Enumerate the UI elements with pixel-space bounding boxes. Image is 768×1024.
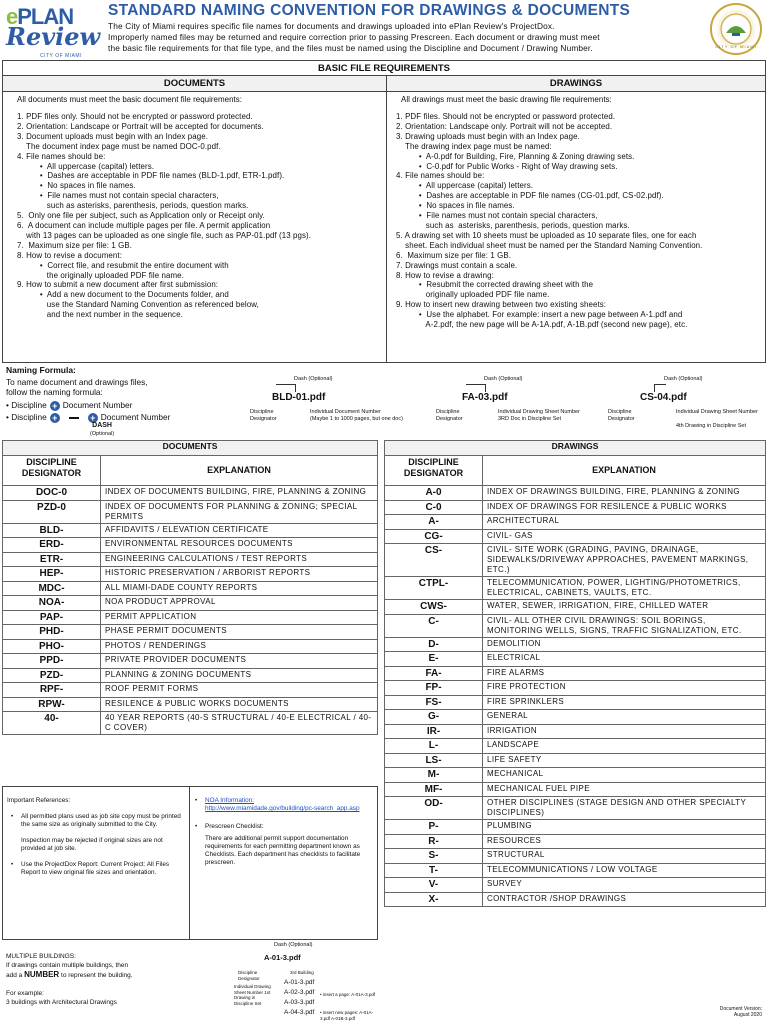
- multi-number-emphasis: NUMBER: [24, 970, 60, 979]
- discipline-code: A-: [385, 515, 483, 530]
- table-row: [385, 544, 766, 577]
- multi-file: A-02-3.pdf: [284, 989, 315, 996]
- discipline-explanation: TELECOMMUNICATION, POWER, LIGHTING/PHOTOMETRICS, ELECTRICAL, CABINETS, VAULTS, ETC.: [483, 577, 766, 600]
- version-label: Document Version:: [719, 1006, 762, 1012]
- documents-intro: All documents must meet the basic document file requirements:: [17, 95, 242, 104]
- discipline-code: FS-: [385, 695, 483, 710]
- discipline-code: S-: [385, 849, 483, 864]
- example-right-label: Individual Document Number: [310, 409, 381, 415]
- prescreen-text: There are additional permit support documentation requirements for each permitting department known as Checklists. Each department has checklists to facilitate prescreen.: [205, 835, 361, 866]
- intro-line: the basic file requirements for that file type, and the files must be named using the Discipline and Document / Drawing Number.: [108, 43, 593, 53]
- discipline-explanation: LIFE SAFETY: [483, 753, 766, 768]
- multi-text: to represent the building.: [61, 972, 133, 979]
- discipline-explanation: WATER, SEWER, IRRIGATION, FIRE, CHILLED WATER: [483, 600, 766, 615]
- discipline-code: R-: [385, 834, 483, 849]
- references-right: [195, 797, 371, 867]
- discipline-code: RPF-: [3, 683, 101, 698]
- table-row: [385, 600, 766, 615]
- discipline-code: PZD-: [3, 668, 101, 683]
- discipline-explanation: INDEX OF DRAWINGS FOR RESILENCE & PUBLIC WORKS: [483, 500, 766, 515]
- eplan-review-logo: [6, 4, 101, 62]
- dash-label-text: DASH: [92, 422, 112, 429]
- discipline-code: C-: [385, 614, 483, 637]
- important-references-box: [2, 786, 378, 940]
- table-row: [385, 515, 766, 530]
- naming-formula-desc: [6, 377, 148, 397]
- bullet-icon: •: [11, 861, 14, 868]
- multiple-buildings-line: [6, 970, 166, 980]
- discipline-explanation: DEMOLITION: [483, 637, 766, 652]
- discipline-code: PAP-: [3, 610, 101, 625]
- page-title: STANDARD NAMING CONVENTION FOR DRAWINGS & DOCUMENTS: [108, 2, 631, 19]
- prescreen-checklist: [195, 823, 371, 831]
- plus-icon: +: [50, 401, 60, 411]
- intro-line: The City of Miami requires specific file names for documents and drawings uploaded into ePlan Review's ProjectDox.: [108, 21, 555, 31]
- discipline-explanation: CONTRACTOR /SHOP DRAWINGS: [483, 892, 766, 907]
- requirement-line: • All uppercase (capital) letters.: [396, 181, 534, 191]
- discipline-explanation: INDEX OF DOCUMENTS FOR PLANNING & ZONING; SPECIAL PERMITS: [101, 500, 378, 523]
- table-row: [385, 666, 766, 681]
- table-row: [385, 681, 766, 696]
- plus-icon: +: [88, 413, 98, 423]
- plus-icon: +: [50, 413, 60, 423]
- discipline-code: CTPL-: [385, 577, 483, 600]
- table-row: [3, 581, 378, 596]
- discipline-explanation: MECHANICAL FUEL PIPE: [483, 782, 766, 797]
- discipline-explanation: 40 YEAR REPORTS (40-S STRUCTURAL / 40-E ELECTRICAL / 40-C COVER): [101, 712, 378, 735]
- basic-requirements-box: [2, 60, 766, 363]
- discipline-explanation: ELECTRICAL: [483, 652, 766, 667]
- column-divider: [386, 76, 387, 363]
- discipline-code: BLD-: [3, 523, 101, 538]
- noa-info-link[interactable]: http://www.miamidade.gov/building/pc-search_app.asp: [205, 805, 360, 812]
- discipline-code: OD-: [385, 797, 483, 820]
- references-divider: [189, 787, 190, 939]
- example-filename: BLD-01.pdf: [272, 392, 326, 403]
- dash-pointer: [654, 384, 666, 392]
- table-row: [3, 625, 378, 640]
- discipline-explanation: SURVEY: [483, 878, 766, 893]
- naming-formula-title: Naming Formula:: [6, 365, 76, 375]
- discipline-code: E-: [385, 652, 483, 667]
- requirement-line: • No spaces in file names.: [17, 181, 136, 191]
- table-row: [3, 596, 378, 611]
- formula-line-1: [6, 401, 132, 411]
- requirement-line: A-2.pdf, the new page will be A-1A.pdf, A-1B.pdf (second new page), etc.: [396, 320, 688, 330]
- discipline-explanation: GENERAL: [483, 710, 766, 725]
- discipline-explanation: PERMIT APPLICATION: [101, 610, 378, 625]
- discipline-code: LS-: [385, 753, 483, 768]
- table-row: [385, 753, 766, 768]
- example-text: 3 buildings with Architectural Drawings: [6, 999, 117, 1006]
- discipline-code: ETR-: [3, 552, 101, 567]
- drawings-table: [384, 440, 766, 907]
- table-row: [385, 695, 766, 710]
- table-row: [3, 552, 378, 567]
- discipline-code: RPW-: [3, 697, 101, 712]
- requirement-line: • Add a new document to the Documents folder, and: [17, 290, 229, 300]
- requirement-line: with 13 pages can be uploaded as one single file, such as PAP-01.pdf (13 pgs).: [17, 230, 312, 240]
- noa-info: [195, 797, 371, 813]
- multi-file: A-04-3.pdf: [284, 1009, 315, 1016]
- discipline-explanation: INDEX OF DRAWINGS BUILDING, FIRE, PLANNING & ZONING: [483, 486, 766, 501]
- reference-note: Inspection may be rejected if original sizes are not provided at job site.: [21, 837, 163, 852]
- requirement-line: 3. Drawing uploads must begin with an Index page.: [396, 131, 580, 141]
- col-explanation: EXPLANATION: [101, 456, 378, 486]
- discipline-explanation: TELECOMMUNICATIONS / LOW VOLTAGE: [483, 863, 766, 878]
- table-row: [3, 538, 378, 553]
- requirement-line: sheet. Each individual sheet must be named per the Standard Naming Convention.: [396, 240, 703, 250]
- document-version: [720, 1006, 762, 1018]
- discipline-code: HEP-: [3, 567, 101, 582]
- multiple-buildings-title: MULTIPLE BUILDINGS:: [6, 953, 76, 960]
- col-discipline-designator: DISCIPLINE DESIGNATOR: [3, 456, 101, 486]
- discipline-code: FP-: [385, 681, 483, 696]
- example-right-label: Individual Drawing Sheet Number: [676, 409, 758, 415]
- discipline-explanation: NOA PRODUCT APPROVAL: [101, 596, 378, 611]
- noa-info-label[interactable]: NOA Information:: [205, 797, 255, 804]
- discipline-code: G-: [385, 710, 483, 725]
- table-row: [385, 892, 766, 907]
- table-row: [3, 654, 378, 669]
- table-row: [3, 610, 378, 625]
- table-row: [3, 683, 378, 698]
- table-row: [385, 724, 766, 739]
- table-row: [3, 639, 378, 654]
- documents-header: DOCUMENTS: [3, 76, 386, 92]
- table-row: [385, 652, 766, 667]
- naming-example-1: [236, 374, 403, 434]
- example-dash-label: Dash (Optional): [664, 376, 703, 382]
- multi-individual-label: Individual Drawing Sheet Number 1st Drawing in Discipline Set: [234, 984, 271, 1006]
- multi-discipline-label: Discipline Designator: [238, 970, 260, 981]
- requirement-line: 9. How to submit a new document after first submission:: [17, 280, 219, 290]
- table-row: [385, 710, 766, 725]
- discipline-code: X-: [385, 892, 483, 907]
- reference-text: Use the ProjectDox Report: Current Project: All Files Report to view original file sizes and orientation.: [21, 861, 170, 876]
- discipline-explanation: ARCHITECTURAL: [483, 515, 766, 530]
- discipline-explanation: MECHANICAL: [483, 768, 766, 783]
- table-row: [385, 739, 766, 754]
- discipline-explanation: RESOURCES: [483, 834, 766, 849]
- dash-icon: [69, 417, 79, 419]
- formula-line-2: [6, 413, 170, 423]
- multi-example-file: A-01-3.pdf: [264, 953, 301, 962]
- requirement-line: 1. PDF files. Should not be encrypted or password protected.: [396, 112, 616, 121]
- discipline-code: PPD-: [3, 654, 101, 669]
- city-seal-icon: [710, 3, 762, 55]
- table-row: [385, 849, 766, 864]
- example-left-label: Discipline Designator: [608, 409, 635, 422]
- requirement-line: 8. How to revise a drawing:: [396, 270, 494, 280]
- table-row: [385, 500, 766, 515]
- drawings-table-caption: DRAWINGS: [385, 441, 766, 456]
- discipline-explanation: IRRIGATION: [483, 724, 766, 739]
- requirement-line: • Dashes are acceptable in PDF file names (BLD-1.pdf, ETR-1.pdf).: [17, 171, 285, 181]
- requirement-line: The drawing index page must be named:: [396, 141, 552, 151]
- documents-table: [2, 440, 378, 735]
- intro-text: [108, 21, 703, 54]
- discipline-explanation: ROOF PERMIT FORMS: [101, 683, 378, 698]
- discipline-code: A-0: [385, 486, 483, 501]
- requirement-line: • File names must not contain special characters,: [17, 191, 219, 201]
- table-row: [385, 797, 766, 820]
- example-left-label: Discipline Designator: [436, 409, 463, 422]
- discipline-code: IR-: [385, 724, 483, 739]
- discipline-code: NOA-: [3, 596, 101, 611]
- requirement-line: 8. How to revise a document:: [17, 250, 122, 260]
- example-note: (Maybe 1 to 1000 pages, but one doc): [310, 416, 403, 422]
- discipline-code: DOC-0: [3, 486, 101, 501]
- example-note: 4th Drawing in Discipline Set: [676, 423, 747, 429]
- discipline-explanation: ENGINEERING CALCULATIONS / TEST REPORTS: [101, 552, 378, 567]
- discipline-explanation: PHASE PERMIT DOCUMENTS: [101, 625, 378, 640]
- discipline-code: PHD-: [3, 625, 101, 640]
- discipline-explanation: AFFIDAVITS / ELEVATION CERTIFICATE: [101, 523, 378, 538]
- discipline-explanation: FIRE PROTECTION: [483, 681, 766, 696]
- multi-building-label: 3rd Building: [290, 970, 314, 975]
- discipline-code: L-: [385, 739, 483, 754]
- formula-doc-number: Document Number: [100, 412, 171, 423]
- discipline-explanation: PLANNING & ZONING DOCUMENTS: [101, 668, 378, 683]
- example-left-label: Discipline Designator: [250, 409, 277, 422]
- discipline-explanation: CIVIL- ALL OTHER CIVIL DRAWINGS: SOIL BORINGS, MONITORING WELLS, SIGNS, TRAFFIC SIGNALIZATION, ETC.: [483, 614, 766, 637]
- discipline-code: PZD-0: [3, 500, 101, 523]
- table-row: [385, 637, 766, 652]
- seal-text: CITY OF MIAMI: [715, 44, 757, 49]
- formula-doc-number: Document Number: [62, 400, 133, 411]
- discipline-code: MDC-: [3, 581, 101, 596]
- logo-review: Review: [6, 22, 101, 52]
- table-row: [385, 834, 766, 849]
- requirement-line: 2. Orientation: Landscape or Portrait will be accepted for documents.: [17, 121, 264, 131]
- requirement-line: The document index page must be named DOC-0.pdf.: [17, 141, 221, 151]
- requirement-line: originally uploaded PDF file name.: [396, 290, 550, 300]
- discipline-explanation: STRUCTURAL: [483, 849, 766, 864]
- requirement-line: use the Standard Naming Convention as referenced below,: [17, 300, 259, 310]
- multiple-buildings-text: [6, 952, 166, 1007]
- requirement-line: • Use the alphabet. For example: insert a new page between A-1.pdf and: [396, 310, 683, 320]
- requirement-line: 9. How to insert new drawing between two existing sheets:: [396, 300, 607, 310]
- table-row: [3, 523, 378, 538]
- table-row: [385, 486, 766, 501]
- bullet-icon: •: [195, 823, 198, 830]
- multi-insert-2: • insert new pages: A-01A-3.pdf A-01B-3.pdf: [320, 1010, 374, 1021]
- requirement-line: • Resubmit the corrected drawing sheet with the: [396, 280, 594, 290]
- discipline-code: C-0: [385, 500, 483, 515]
- discipline-explanation: PHOTOS / RENDERINGS: [101, 639, 378, 654]
- multi-dash-label: Dash (Optional): [274, 942, 313, 948]
- discipline-code: MF-: [385, 782, 483, 797]
- drawings-header: DRAWINGS: [387, 76, 765, 92]
- discipline-code: D-: [385, 637, 483, 652]
- table-row: [3, 486, 378, 501]
- example-right-label: Individual Drawing Sheet Number: [498, 409, 580, 415]
- reference-bullet-1: [7, 813, 187, 829]
- example-dash-label: Dash (Optional): [484, 376, 523, 382]
- example-label: For example:: [6, 990, 44, 997]
- references-left: [7, 797, 187, 877]
- example-filename: CS-04.pdf: [640, 392, 687, 403]
- requirement-line: such as asterisks, parenthesis, periods, question marks.: [17, 201, 249, 211]
- discipline-explanation: FIRE ALARMS: [483, 666, 766, 681]
- requirement-line: and the next number in the sequence.: [17, 310, 183, 320]
- discipline-code: V-: [385, 878, 483, 893]
- discipline-code: M-: [385, 768, 483, 783]
- example-note: 3RD Doc in Discipline Set: [498, 416, 561, 422]
- table-row: [385, 768, 766, 783]
- naming-example-2: [428, 374, 598, 434]
- table-row: [385, 529, 766, 544]
- table-row: [385, 878, 766, 893]
- documents-table-caption: DOCUMENTS: [3, 441, 378, 456]
- multi-file: A-01-3.pdf: [284, 979, 315, 986]
- formula-discipline: • Discipline: [6, 400, 47, 411]
- documents-requirements-list: [17, 112, 382, 320]
- dash-label: [90, 422, 114, 438]
- discipline-explanation: RESILENCE & PUBLIC WORKS DOCUMENTS: [101, 697, 378, 712]
- requirement-line: • All uppercase (capital) letters.: [17, 161, 155, 171]
- table-row: [385, 614, 766, 637]
- requirement-line: 4. File names should be:: [17, 151, 106, 161]
- requirement-line: • A-0.pdf for Building, Fire, Planning & Zoning drawing sets.: [396, 151, 635, 161]
- discipline-explanation: FIRE SPRINKLERS: [483, 695, 766, 710]
- requirement-line: • No spaces in file names.: [396, 201, 515, 211]
- requirement-line: 6. A document can include multiple pages per file. A permit application: [17, 220, 271, 230]
- requirement-line: 7. Drawings must contain a scale.: [396, 260, 518, 270]
- version-date: August 2020: [733, 1012, 762, 1018]
- table-row: [3, 697, 378, 712]
- dash-pointer: [276, 384, 296, 392]
- discipline-explanation: PRIVATE PROVIDER DOCUMENTS: [101, 654, 378, 669]
- naming-desc-line: follow the naming formula:: [6, 387, 103, 397]
- requirement-line: • C-0.pdf for Public Works - Right of Way drawing sets.: [396, 161, 618, 171]
- formula-discipline: • Discipline: [6, 412, 47, 423]
- naming-desc-line: To name document and drawings files,: [6, 377, 148, 387]
- multi-file: A-03-3.pdf: [284, 999, 315, 1006]
- table-row: [3, 668, 378, 683]
- discipline-code: CS-: [385, 544, 483, 577]
- discipline-explanation: LANDSCAPE: [483, 739, 766, 754]
- discipline-code: P-: [385, 820, 483, 835]
- discipline-code: ERD-: [3, 538, 101, 553]
- example-filename: FA-03.pdf: [462, 392, 508, 403]
- requirement-line: • Dashes are acceptable in PDF file names (CG-01.pdf, CS-02.pdf).: [396, 191, 664, 201]
- discipline-explanation: OTHER DISCIPLINES (STAGE DESIGN AND OTHER SPECIALTY DISCIPLINES): [483, 797, 766, 820]
- multi-file-list: [284, 978, 314, 1018]
- discipline-explanation: CIVIL- SITE WORK (GRADING, PAVING, DRAINAGE, SIDEWALKS/DRIVEWAY APPROACHES, PAVEMENT MARKINGS, ETC.): [483, 544, 766, 577]
- requirement-line: 1. PDF files only. Should not be encrypted or password protected.: [17, 112, 253, 121]
- logo-plan: PLAN: [17, 4, 74, 29]
- table-row: [3, 500, 378, 523]
- requirement-line: • Correct file, and resubmit the entire document with: [17, 260, 229, 270]
- requirement-line: such as asterisks, parenthesis, periods, question marks.: [396, 220, 630, 230]
- multiple-buildings-section: [2, 940, 378, 1024]
- col-discipline-designator: DISCIPLINE DESIGNATOR: [385, 456, 483, 486]
- multi-text: add a: [6, 972, 23, 979]
- drawings-intro: All drawings must meet the basic drawing file requirements:: [401, 95, 612, 104]
- requirement-line: the originally uploaded PDF file name.: [17, 270, 184, 280]
- discipline-code: PHO-: [3, 639, 101, 654]
- discipline-code: 40-: [3, 712, 101, 735]
- requirement-line: 2. Orientation: Landscape only. Portrait will not be accepted.: [396, 121, 613, 131]
- reference-bullet-2: [7, 861, 187, 877]
- multiple-buildings-line: If drawings contain multiple buildings, then: [6, 962, 129, 969]
- table-row: [3, 712, 378, 735]
- reference-text: All permitted plans used as job site copy must be printed the same size as originally submitted to the City.: [21, 813, 181, 828]
- table-row: [3, 567, 378, 582]
- multi-insert-1: • insert a page: A-01A-3.pdf: [320, 992, 376, 997]
- bullet-icon: •: [195, 797, 198, 804]
- table-row: [385, 820, 766, 835]
- drawings-requirements-list: [396, 112, 764, 330]
- requirement-line: 5. A drawing set with 10 sheets must be uploaded as 10 separate files, one for each: [396, 230, 697, 240]
- discipline-explanation: ENVIRONMENTAL RESOURCES DOCUMENTS: [101, 538, 378, 553]
- dash-optional-text: (Optional): [90, 431, 115, 437]
- table-row: [385, 863, 766, 878]
- discipline-explanation: CIVIL- GAS: [483, 529, 766, 544]
- discipline-code: FA-: [385, 666, 483, 681]
- references-title: Important References:: [7, 797, 71, 804]
- discipline-explanation: ALL MIAMI-DADE COUNTY REPORTS: [101, 581, 378, 596]
- table-row: [385, 577, 766, 600]
- example-dash-label: Dash (Optional): [294, 376, 333, 382]
- table-row: [385, 782, 766, 797]
- discipline-explanation: PLUMBING: [483, 820, 766, 835]
- discipline-code: CWS-: [385, 600, 483, 615]
- prescreen-title: Prescreen Checklist:: [205, 823, 264, 830]
- requirement-line: 6. Maximum size per file: 1 GB.: [396, 250, 512, 260]
- col-explanation: EXPLANATION: [483, 456, 766, 486]
- requirement-line: • File names must not contain special characters,: [396, 211, 598, 221]
- discipline-explanation: HISTORIC PRESERVATION / ARBORIST REPORTS: [101, 567, 378, 582]
- dash-pointer: [466, 384, 486, 392]
- logo-e: e: [6, 4, 18, 29]
- naming-example-3: [606, 374, 766, 434]
- discipline-code: T-: [385, 863, 483, 878]
- basic-requirements-title: BASIC FILE REQUIREMENTS: [3, 61, 765, 76]
- requirement-line: 3. Document uploads must begin with an Index page.: [17, 131, 208, 141]
- requirement-line: 5. Only one file per subject, such as Application only or Receipt only.: [17, 211, 265, 221]
- requirement-line: 4. File names should be:: [396, 171, 485, 181]
- discipline-code: CG-: [385, 529, 483, 544]
- intro-line: Improperly named files may be returned and require correction prior to passing Prescreen. Each document or drawing must meet: [108, 32, 600, 42]
- discipline-explanation: INDEX OF DOCUMENTS BUILDING, FIRE, PLANNING & ZONING: [101, 486, 378, 501]
- logo-city-label: CITY OF MIAMI: [40, 53, 82, 59]
- requirement-line: 7. Maximum size per file: 1 GB.: [17, 240, 133, 250]
- bullet-icon: •: [11, 813, 14, 820]
